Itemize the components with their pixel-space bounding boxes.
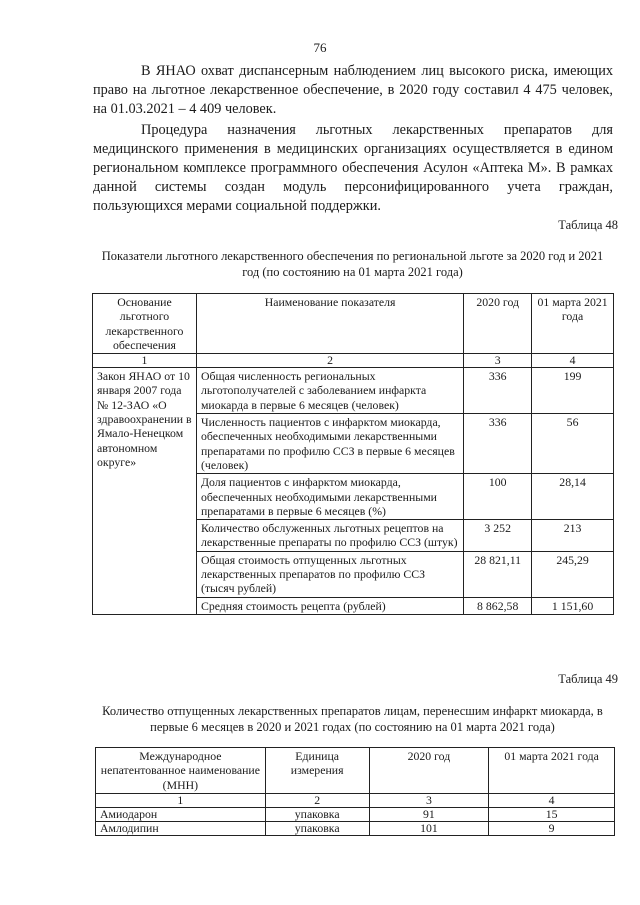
indicator-name: Общая численность региональных льготополучателей с заболеванием инфаркта миокарда в первые 6 месяцев (человек) xyxy=(196,368,463,414)
indicator-name: Средняя стоимость рецепта (рублей) xyxy=(196,597,463,614)
value-2020: 3 252 xyxy=(464,520,532,552)
col-number: 3 xyxy=(369,793,489,807)
value-2021: 15 xyxy=(489,807,615,821)
header-2021: 01 марта 2021 года xyxy=(532,294,614,354)
indicator-name: Количество обслуженных льготных рецептов на лекарственные препараты по профилю ССЗ (штук) xyxy=(196,520,463,552)
column-number-row xyxy=(93,354,614,368)
header-basis: Основание льготного лекарственного обеспечения xyxy=(93,294,197,354)
table-49-title: Количество отпущенных лекарственных препаратов лицам, перенесшим инфаркт миокарда, в первые 6 месяцев в 2020 и 2021 годах (по состоянию на 01 марта 2021 года) xyxy=(102,704,603,734)
indicator-name: Общая стоимость отпущенных льготных лекарственных препаратов по профилю ССЗ (тысяч рублей) xyxy=(196,551,463,597)
value-2021: 28,14 xyxy=(532,474,614,520)
col-number: 3 xyxy=(464,354,532,368)
header-indicator: Наименование показателя xyxy=(196,294,463,354)
header-unit: Единица измерения xyxy=(265,748,369,794)
mnn-name: Амлодипин xyxy=(96,821,266,835)
value-2020: 91 xyxy=(369,807,489,821)
value-2021: 1 151,60 xyxy=(532,597,614,614)
col-number: 4 xyxy=(489,793,615,807)
indicator-name: Численность пациентов с инфарктом миокарда, обеспеченных необходимыми лекарственными препаратами по профилю ССЗ в первые 6 месяцев (человек) xyxy=(196,414,463,474)
table-row xyxy=(96,807,615,821)
unit: упаковка xyxy=(265,821,369,835)
value-2021: 56 xyxy=(532,414,614,474)
value-2020: 336 xyxy=(464,414,532,474)
value-2021: 9 xyxy=(489,821,615,835)
table-49-caption: Таблица 49 xyxy=(558,672,618,686)
value-2021: 213 xyxy=(532,520,614,552)
value-2021: 245,29 xyxy=(532,551,614,597)
table-row xyxy=(96,821,615,835)
paragraph-dispensary: В ЯНАО охват диспансерным наблюдением лиц высокого риска, имеющих право на льготное лекарственное обеспечение, в 2020 году составил 4 475 человек, на 01.03.2021 – 4 409 человек. xyxy=(93,63,613,117)
basis-cell: Закон ЯНАО от 10 января 2007 года № 12-ЗАО «О здравоохранении в Ямало-Ненецком автономном округе» xyxy=(93,368,197,615)
header-2021: 01 марта 2021 года xyxy=(489,748,615,794)
column-number-row xyxy=(96,793,615,807)
value-2020: 101 xyxy=(369,821,489,835)
col-number: 4 xyxy=(532,354,614,368)
header-mnn: Международное непатентованное наименование (МНН) xyxy=(96,748,266,794)
col-number: 1 xyxy=(93,354,197,368)
table-48 xyxy=(92,293,614,615)
unit: упаковка xyxy=(265,807,369,821)
table-header-row xyxy=(93,294,614,354)
table-49 xyxy=(95,747,615,836)
col-number: 2 xyxy=(265,793,369,807)
col-number: 2 xyxy=(196,354,463,368)
mnn-name: Амиодарон xyxy=(96,807,266,821)
value-2020: 28 821,11 xyxy=(464,551,532,597)
table-48-caption: Таблица 48 xyxy=(558,218,618,232)
indicator-name: Доля пациентов с инфарктом миокарда, обеспеченных необходимыми лекарственными препаратами в первые 6 месяцев (%) xyxy=(196,474,463,520)
value-2021: 199 xyxy=(532,368,614,414)
value-2020: 336 xyxy=(464,368,532,414)
table-48-title: Показатели льготного лекарственного обеспечения по региональной льготе за 2020 год и 2021 год (по состоянию на 01 марта 2021 года) xyxy=(101,249,604,279)
paragraph-procedure: Процедура назначения льготных лекарственных препаратов для медицинского применения в медицинских организациях осуществляется в едином региональном комплексе программного обеспечения Асулон «Аптека М». В рамках данной системы создан модуль персонифицированного учета граждан, пользующихся мерами социальной поддержки. xyxy=(93,122,613,214)
col-number: 1 xyxy=(96,793,266,807)
header-2020: 2020 год xyxy=(464,294,532,354)
page-number: 76 xyxy=(313,40,327,55)
table-header-row xyxy=(96,748,615,794)
value-2020: 100 xyxy=(464,474,532,520)
value-2020: 8 862,58 xyxy=(464,597,532,614)
header-2020: 2020 год xyxy=(369,748,489,794)
table-row xyxy=(93,368,614,414)
